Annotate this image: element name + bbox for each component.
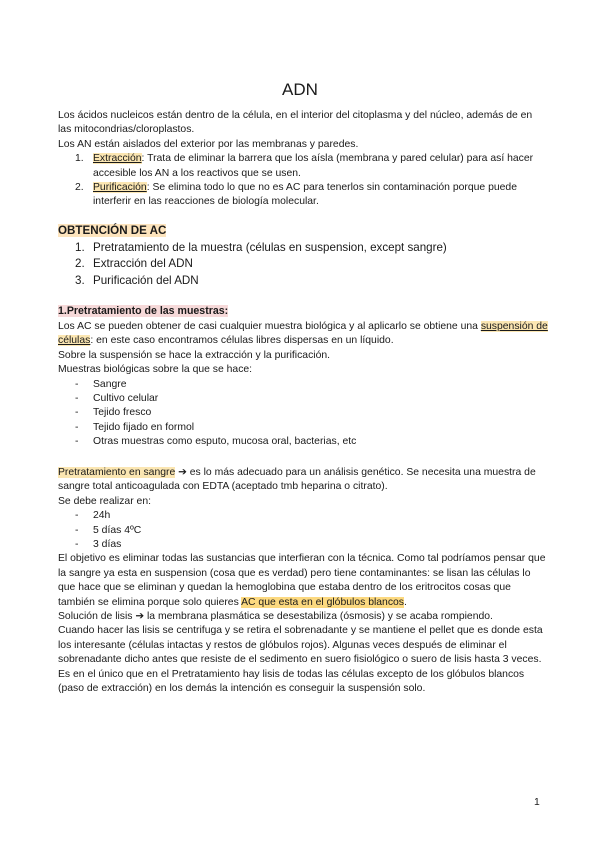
list-item-text: Extracción del ADN (93, 257, 193, 271)
list-number: 2. (75, 257, 85, 271)
paragraph-lisis: Solución de lisis ➔ la membrana plasmática se desestabiliza (ósmosis) y se acaba rompiendo. (58, 611, 493, 623)
heading-obtencion (58, 223, 166, 239)
dash-bullet: - (75, 378, 79, 390)
list-item-text: Pretratamiento de la muestra (células en suspension, except sangre) (93, 241, 447, 254)
list-number: 1. (75, 153, 84, 165)
paragraph-sangre (58, 466, 548, 495)
list-item-text: 24h (93, 510, 111, 522)
paragraph-muestras: Muestras biológicas sobre la que se hace: (58, 364, 253, 376)
paragraph-suspension (58, 320, 548, 349)
intro-block (58, 109, 548, 210)
dash-bullet: - (75, 510, 79, 522)
list-item-text: Tejido fijado en formol (93, 421, 195, 433)
text-run: Los AC se pueden obtener de casi cualquier muestra biológica y al aplicarlo se obtiene una (58, 321, 481, 332)
list-item (58, 392, 548, 406)
paragraph-objetivo (58, 552, 548, 610)
list-item (58, 435, 548, 449)
list-item (58, 509, 548, 523)
heading-pretratamiento (58, 304, 228, 318)
page-number: 1 (534, 797, 540, 808)
highlight-globulos: AC que esta en el glóbulos blancos (241, 596, 405, 608)
list-item (58, 240, 548, 256)
heading-obtencion-text: OBTENCIÓN DE AC (58, 224, 167, 237)
dash-bullet: - (75, 407, 79, 419)
dash-bullet: - (75, 436, 79, 448)
intro-line-1: Los ácidos nucleicos están dentro de la célula, en el interior del citoplasma y del núcleo, además de en las mitocondrias/cloroplastos. (58, 110, 533, 136)
item-text: : Se elimina todo lo que no es AC para tenerlos sin contaminación porque puede interferir en las reacciones de biología molecular. (93, 182, 517, 208)
text-run: ➔ es lo más adecuado para un análisis genético. Se necesita una muestra de sangre total anticoagulada con EDTA (aceptado tmb heparina o citrato). (58, 467, 536, 493)
list-item-text: Tejido fresco (93, 407, 152, 419)
list-item (58, 524, 548, 538)
dash-bullet: - (75, 524, 79, 536)
highlight-suspension: suspensión de células (58, 321, 548, 347)
list-item-text: 5 días 4ºC (93, 524, 142, 536)
list-item-text: Sangre (93, 378, 127, 390)
list-item (58, 273, 548, 289)
heading-pretratamiento-text: 1.Pretratamiento de las muestras: (58, 305, 229, 317)
list-item (58, 256, 548, 272)
term-extraccion: Extracción (93, 153, 142, 165)
intro-item-purificacion (58, 181, 548, 210)
list-item (58, 421, 548, 435)
intro-line-2: Los AN están aislados del exterior por las membranas y paredes. (58, 138, 359, 150)
list-item (58, 378, 548, 392)
page-title: ADN (282, 80, 318, 99)
list-item-text: 3 días (93, 539, 122, 551)
paragraph-sobre: Sobre la suspensión se hace la extracción y la purificación. (58, 349, 331, 361)
list-item (58, 538, 548, 552)
list-item (58, 406, 548, 420)
highlight-sangre: Pretratamiento en sangre (58, 467, 176, 478)
list-item-text: Purificación del ADN (93, 273, 199, 287)
intro-item-extraccion (58, 152, 548, 181)
term-purificacion: Purificación (93, 182, 147, 194)
list-number: 3. (75, 273, 85, 287)
list-item-text: Otras muestras como esputo, mucosa oral, bacterias, etc (93, 436, 357, 448)
section1-block (58, 320, 548, 450)
text-run: El objetivo es eliminar todas las sustancias que interfieran con la técnica. Como tal podríamos pensar que la sangre ya esta en suspension (cosa que es verdad) pero tiene contaminantes: se lisan las células lo que hace que se eliminan y quedan la hemoglobina que estaba dentro de los eritrocitos cosas que también se elimina porque solo quieres (58, 553, 546, 608)
item-text: : Trata de eliminar la barrera que los aísla (membrana y pared celular) para así hacer accesible los AN a los reactivos que se usen. (93, 153, 534, 179)
paragraph-realizar: Se debe realizar en: (58, 495, 151, 507)
text-run: : en este caso encontramos células libres dispersas en un líquido. (90, 335, 394, 347)
dash-bullet: - (75, 539, 79, 551)
sangre-block (58, 466, 548, 697)
list-item-text: Cultivo celular (93, 393, 159, 405)
list-number: 1. (75, 241, 85, 254)
list-number: 2. (75, 182, 84, 194)
dash-bullet: - (75, 393, 79, 405)
paragraph-centrifuga: Cuando hacer las lisis se centrifuga y se retira el sobrenadante y se mantiene el pellet que es donde esta los interesante (células intactas y restos de glóbulos rojos). Algunas veces después de eliminar el sobrenadante dicho antes que resiste de el sedimento en suero fisiológico o suero de lisis hasta 3 veces. Es en el único que en el Pretratamiento hay lisis de todas las células excepto de los glóbulos blancos (paso de extracción) en los demás la intención es conseguir la suspensión solo. (58, 625, 543, 695)
dash-bullet: - (75, 421, 79, 433)
obtencion-list (58, 240, 548, 289)
text-run: . (404, 596, 407, 608)
